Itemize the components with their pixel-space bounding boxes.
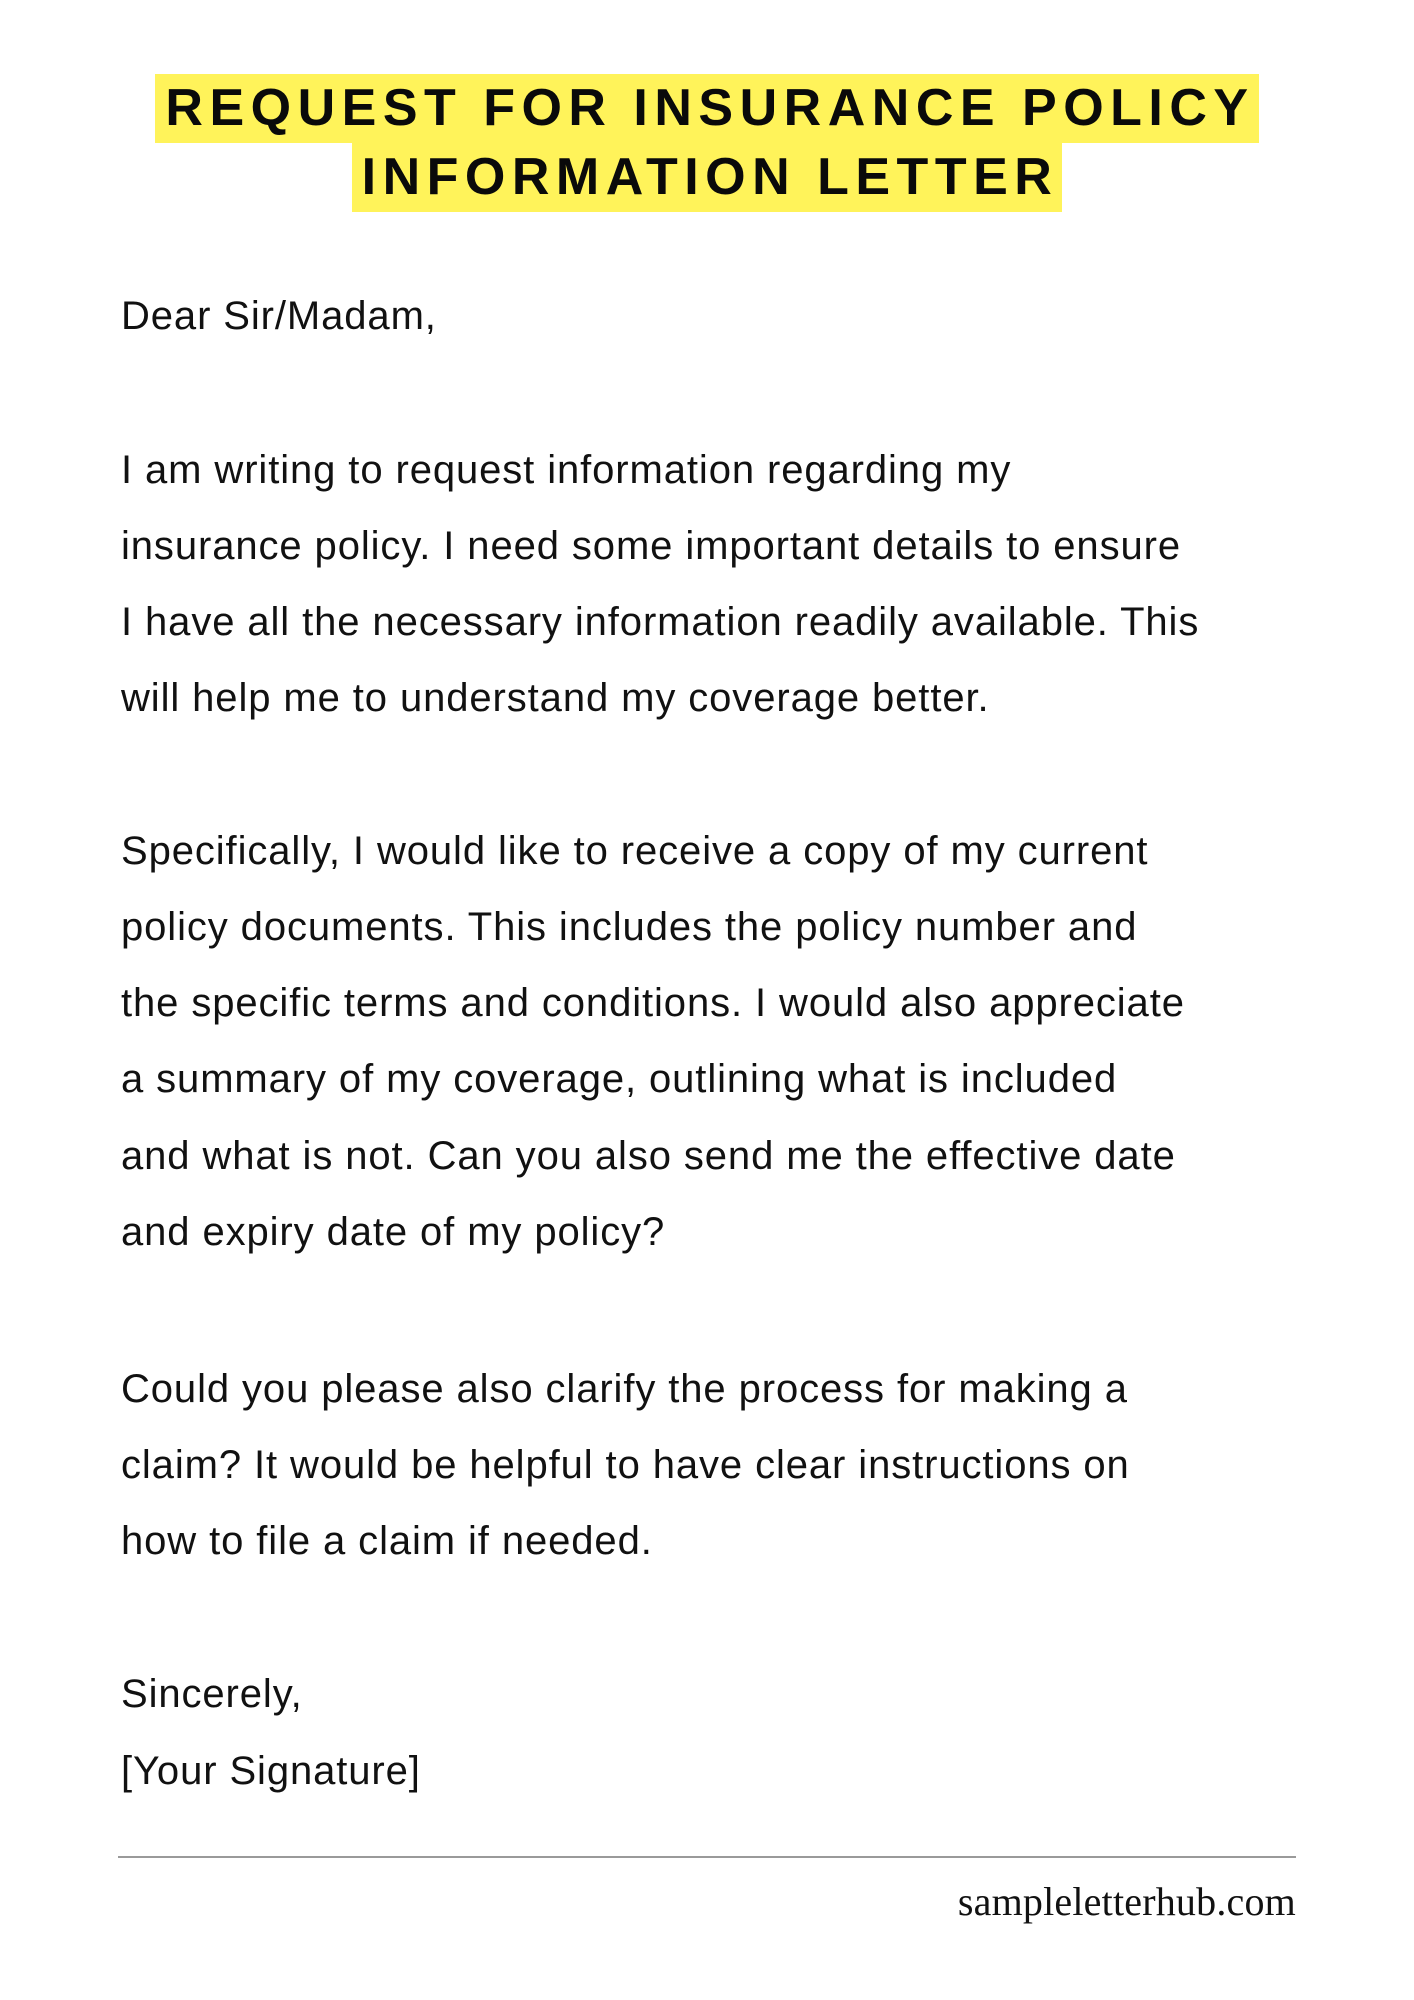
paragraph-line: I have all the necessary information readily available. This	[121, 600, 1200, 644]
paragraph-line: and what is not. Can you also send me the effective date	[121, 1134, 1176, 1178]
signature-placeholder: [Your Signature]	[121, 1749, 421, 1793]
footer-site-name: sampleletterhub.com	[957, 1879, 1296, 1924]
paragraph-line: and expiry date of my policy?	[121, 1210, 666, 1254]
closing: Sincerely,	[121, 1672, 303, 1716]
paragraph-line: will help me to understand my coverage better.	[121, 676, 990, 720]
paragraph-line: the specific terms and conditions. I would also appreciate	[121, 981, 1185, 1025]
paragraph-line: Could you please also clarify the process for making a	[121, 1367, 1128, 1411]
paragraph-line: I am writing to request information regarding my	[121, 448, 1012, 492]
paragraph-line: how to file a claim if needed.	[121, 1519, 653, 1563]
paragraph-line: insurance policy. I need some important details to ensure	[121, 524, 1181, 568]
title-line-1: REQUEST FOR INSURANCE POLICY	[155, 74, 1258, 143]
paragraph-line: Specifically, I would like to receive a copy of my current	[121, 829, 1149, 873]
paragraph-line: policy documents. This includes the policy number and	[121, 905, 1138, 949]
salutation: Dear Sir/Madam,	[121, 294, 437, 338]
footer-divider	[118, 1856, 1296, 1858]
paragraph-line: a summary of my coverage, outlining what is included	[121, 1057, 1118, 1101]
paragraph-line: claim? It would be helpful to have clear instructions on	[121, 1443, 1130, 1487]
letter-title	[0, 74, 1414, 212]
title-line-2: INFORMATION LETTER	[352, 143, 1063, 212]
